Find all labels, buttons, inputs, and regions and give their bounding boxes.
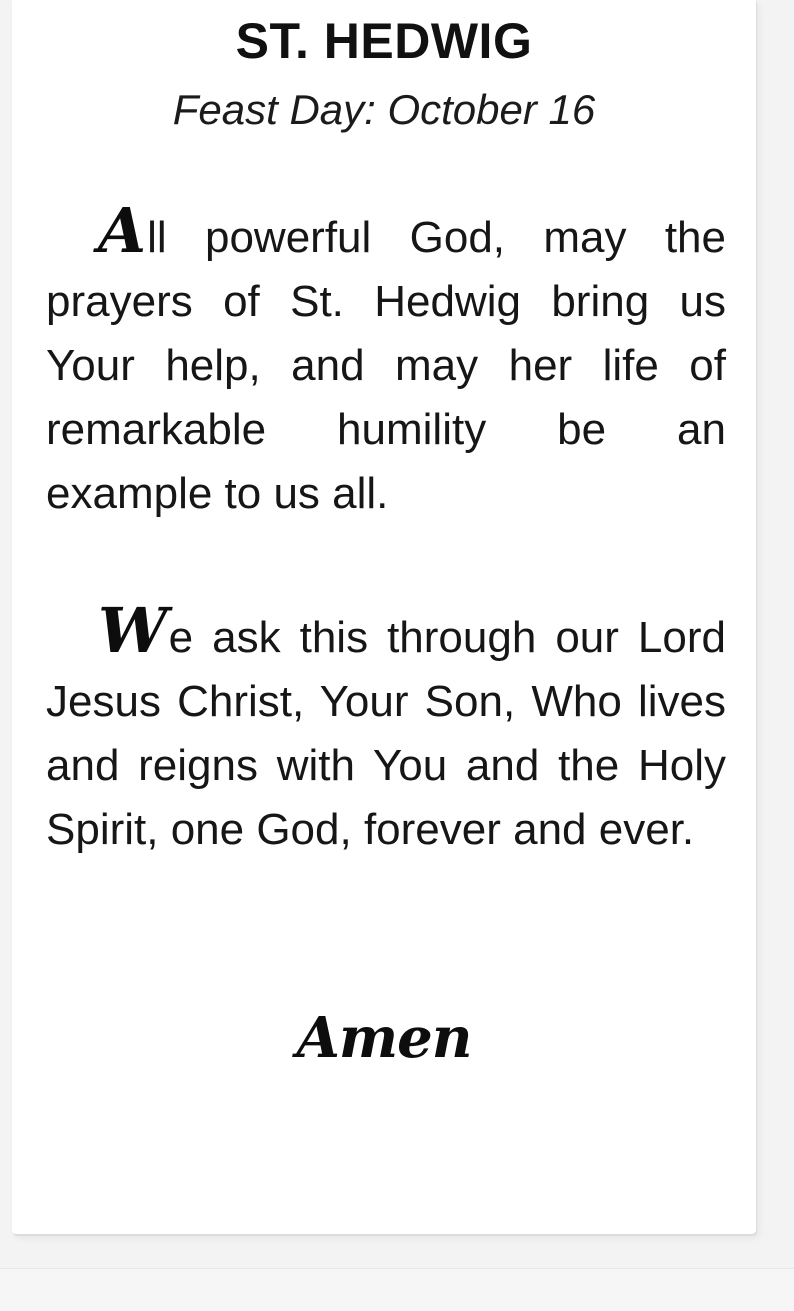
prayer-card xyxy=(12,0,756,1234)
background-edge xyxy=(0,1268,794,1311)
prayer-paragraph-1 xyxy=(46,194,726,526)
amen-closing: Amen xyxy=(296,1005,472,1071)
prayer-paragraph-2 xyxy=(46,594,726,862)
paragraph-text: e ask this through our Lord Jesus Christ, Your Son, Who lives and reigns with You and the Holy Spirit, one God, forever and ever. xyxy=(46,613,726,854)
decorative-initial: W xyxy=(98,594,168,667)
paragraph-text: ll powerful God, may the prayers of St. Hedwig bring us Your help, and may her life of remarkable humility be an example to us all. xyxy=(46,213,726,518)
feast-day: Feast Day: October 16 xyxy=(172,86,596,133)
saint-title: ST. HEDWIG xyxy=(235,13,533,69)
decorative-initial: A xyxy=(98,194,147,267)
